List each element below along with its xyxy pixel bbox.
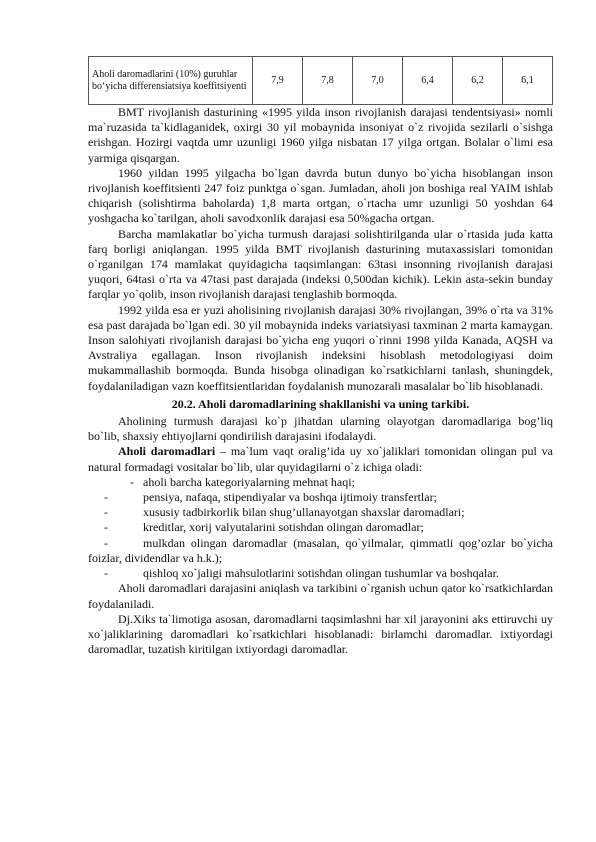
paragraph (88, 444, 553, 474)
list-item-text: xususiy tadbirkorlik bilan shug’ullanayotgan shaxslar daromadlari; (143, 505, 465, 520)
list-item-text: pensiya, nafaqa, stipendiyalar va boshqa ijtimoiy transfertlar; (143, 490, 437, 505)
definition-text: – ma`lum vaqt oralig’ida uy xo`jaliklari tomonidan olingan pul va natural formadagi vositalar bo`lib, ular quyidagilarni o`z ichiga oladi: (88, 444, 553, 474)
table-row (89, 57, 553, 105)
table-cell: 6,2 (453, 57, 503, 105)
list-dash: - (104, 566, 108, 581)
term-bold: Aholi daromadlari (118, 444, 216, 459)
list-item (88, 536, 553, 566)
list-dash: - (130, 474, 134, 489)
list-dash: - (104, 520, 108, 535)
section-heading: 20.2. Aholi daromadlarining shakllanishi va uning tarkibi. (171, 396, 470, 411)
table-cell: 7,0 (353, 57, 403, 105)
list-item (88, 520, 553, 535)
list-item (88, 490, 553, 505)
paragraph: Aholi daromadlari darajasini aniqlash va tarkibini o`rganish uchun qator ko`rsatkichlardan foydalaniladi. (88, 581, 553, 611)
list-dash: - (104, 535, 108, 550)
table-row-label: Aholi daromadlarini (10%) guruhlar bo‘yicha differensiatsiya koeffitsiyenti (89, 57, 253, 105)
list-item (88, 566, 553, 581)
paragraph: BMT rivojlanish dasturining «1995 yilda inson rivojlanish darajasi tendentsiyasi» nomli ma`ruzasida ta`kidlaganidek, oxirgi 30 yil mobaynida insoniyat o`z rivojida sezilarli o`sishga erishgan. Hozirgi vaqtda umr uzunligi 1960 yilga nisbatan 17 yilga ortgan. Bolalar o`limi esa yarmiga qisqargan. (88, 105, 553, 165)
paragraph: Dj.Xiks ta`limotiga asosan, daromadlarni taqsimlashni har xil jarayonini aks ettiruvchi uy xo`jaliklarining daromadlari ko`rsatkichlari hisoblanadi: birlamchi daromadlar. ixtiyordagi daromadlar, tuzatish kiritilgan ixtiyordagi daromadlar. (88, 611, 553, 657)
paragraph: 1992 yilda esa er yuzi aholisining rivojlanish darajasi 30% rivojlangan, 39% o`rta va 31% esa past darajada bo`lgan edi. 30 yil mobaynida indeks variatsiyasi taxminan 2 marta kamaygan. Inson salohiyati rivojlanish darajasi bo`yicha eng yuqori o`rinni 1998 yilda Kanada, AQSH va Avstraliya egallagan. Inson rivojlanish indeksini hisoblash metodologiyasi doim mukammallashib bormoqda. Bunda hisobga olinadigan ko`rsatkichlarni tanlash, shuningdek, foydalaniladigan vazn koeffitsientlaridan foydalanish munozarali masalalar bo`lib hisoblanadi. (88, 302, 553, 393)
list-item-text: qishloq xo`jaligi mahsulotlarini sotishdan olingan tushumlar va boshqalar. (143, 566, 499, 581)
table-cell: 6,1 (503, 57, 553, 105)
table-cell: 6,4 (403, 57, 453, 105)
list-dash: - (104, 490, 108, 505)
list-item-text: aholi barcha kategoriyalarning mehnat haqi; (143, 474, 355, 489)
document-page (88, 56, 553, 657)
table-cell: 7,8 (303, 57, 353, 105)
paragraph: 1960 yildan 1995 yilgacha bo`lgan davrda butun dunyo bo`yicha hisoblangan inson rivojlanish koeffitsienti 247 foiz punktga o`sgan. Jumladan, aholi jon boshiga real YAIM ishlab chiqarish (solishtirma baholarda) 1,8 marta ortgan, o`rtacha umr uzunligi 50 yoshdan 64 yoshgacha ko`tarilgan, aholi savodxonlik darajasi esa 50%gacha ortgan. (88, 165, 553, 226)
list-item (88, 505, 553, 520)
paragraph: Barcha mamlakatlar bo`yicha turmush darajasi solishtirilganda ular o`rtasida juda katta farq borligi aniqlangan. 1995 yilda BMT rivojlanish dasturining mutaxassislari tomonidan o`rganilgan 174 mamlakat quyidagicha taqsimlangan: 63tasi insonning rivojlanish darajasi yuqori, 64tasi o`rta va 47tasi past darajada (indeksi 0,500dan kichik). Lekin asta-sekin bunday farqlar yo`qolib, inson rivojlanish darajasi tenglashib bormoqda. (88, 226, 553, 302)
list-dash: - (104, 505, 108, 520)
coefficient-table (88, 56, 553, 105)
list-item (88, 475, 553, 490)
table-cell: 7,9 (253, 57, 303, 105)
list-item-text: kreditlar, xorij valyutalarini sotishdan olingan daromadlar; (143, 520, 424, 535)
body-text (88, 105, 553, 657)
list-item-text: mulkdan olingan daromadlar (masalan, qo`yilmalar, qimmatli qog’ozlar bo`yicha foizlar, dividendlar va h.k.); (88, 535, 553, 565)
paragraph: Aholining turmush darajasi ko`p jihatdan ularning olayotgan daromadlariga bog’liq bo`lib, shaxsiy ehtiyojlarni qondirilish darajasini ifodalaydi. (88, 414, 553, 444)
